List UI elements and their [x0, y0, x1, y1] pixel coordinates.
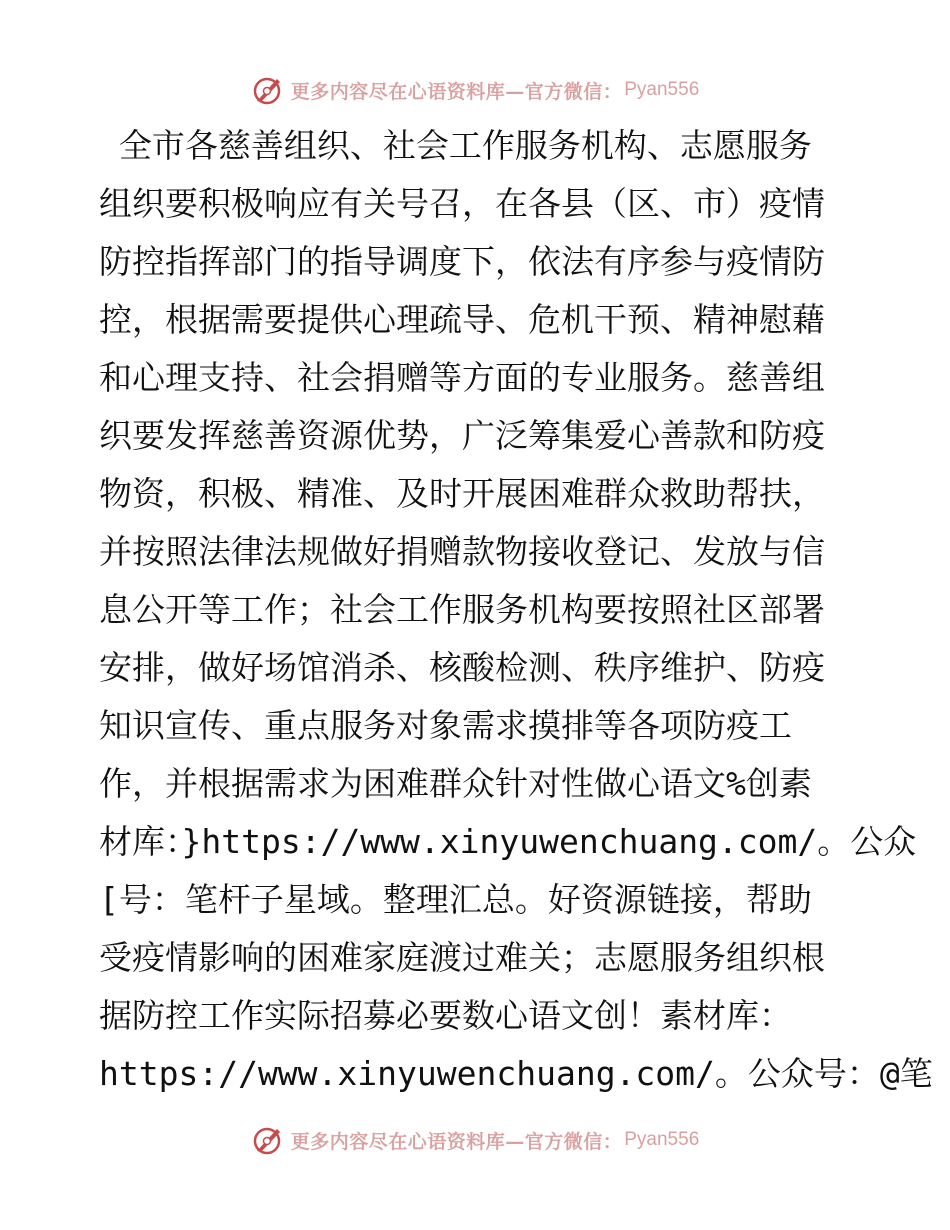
- text-line: 织要发挥慈善资源优势，广泛筹集爱心善款和防疫: [99, 416, 825, 455]
- text-line: 受疫情影响的困难家庭渡过难关；志愿服务组织根: [99, 938, 825, 977]
- text-line: 材库：}https://www.xinyuwenchuang.com/。公众: [99, 822, 917, 861]
- text-line: 并按照法律法规做好捐赠款物接收登记、发放与信: [99, 532, 825, 571]
- footer-banner-id: Pyan556: [624, 1129, 700, 1150]
- text-line: 安排，做好场馆消杀、核酸检测、秩序维护、防疫: [99, 648, 825, 687]
- text-line: 物资，积极、精准、及时开展困难群众救助帮扶，: [99, 474, 825, 513]
- text-line: 知识宣传、重点服务对象需求摸排等各项防疫工: [99, 706, 792, 745]
- text-line: 据防控工作实际招募必要数心语文创！素材库：: [99, 996, 792, 1035]
- text-line: 防控指挥部门的指导调度下，依法有序参与疫情防: [99, 242, 825, 281]
- text-line: 全市各慈善组织、社会工作服务机构、志愿服务: [99, 126, 812, 165]
- footer-banner-text: 更多内容尽在心语资料库—官方微信：: [290, 1130, 623, 1153]
- text-line: 组织要积极响应有关号召，在各县（区、市）疫情: [99, 184, 825, 223]
- header-banner: [0, 68, 950, 112]
- text-line: [号：笔杆子星域。整理汇总。好资源链接，帮助: [99, 880, 812, 919]
- footer-banner: [0, 1118, 950, 1162]
- text-line: 控，根据需要提供心理疏导、危机干预、精神慰藉: [99, 300, 825, 339]
- text-line: https://www.xinyuwenchuang.com/。公众号：@笔: [99, 1054, 933, 1093]
- text-line: 和心理支持、社会捐赠等方面的专业服务。慈善组: [99, 358, 825, 397]
- header-banner-text: 更多内容尽在心语资料库—官方微信：: [290, 80, 623, 103]
- text-line: 作，并根据需求为困难群众针对性做心语文%创素: [99, 764, 812, 803]
- quill-pen-circle-icon: [251, 1123, 285, 1157]
- quill-pen-circle-icon: [251, 73, 285, 107]
- header-banner-id: Pyan556: [624, 79, 700, 100]
- text-line: 息公开等工作；社会工作服务机构要按照社区部署: [99, 590, 825, 629]
